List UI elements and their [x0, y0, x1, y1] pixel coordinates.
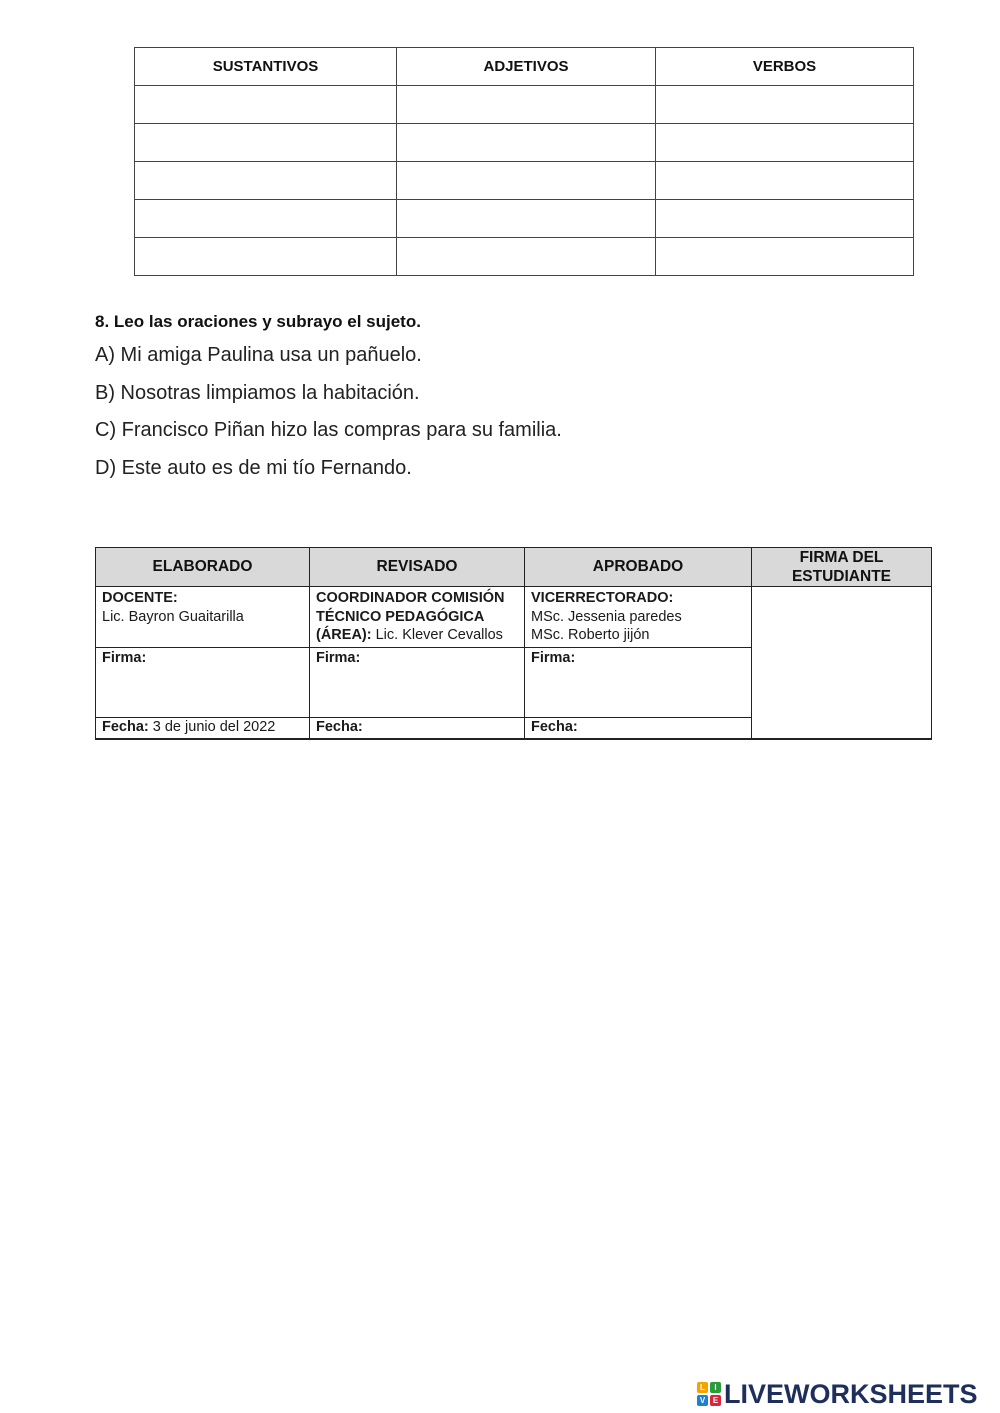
answer-cell[interactable] — [135, 238, 397, 276]
coordinador-name: Lic. Klever Cevallos — [371, 627, 503, 643]
docente-name: Lic. Bayron Guaitarilla — [102, 608, 244, 625]
aprobado-info-cell — [525, 587, 752, 648]
answer-cell[interactable] — [397, 200, 656, 238]
student-signature-cell[interactable] — [752, 587, 932, 739]
sentence-a[interactable]: A) Mi amiga Paulina usa un pañuelo. — [95, 344, 422, 366]
docente-label: DOCENTE: — [102, 590, 178, 606]
answer-cell[interactable] — [656, 124, 914, 162]
revisado-firma-cell[interactable] — [310, 647, 525, 717]
header-sustantivos: SUSTANTIVOS — [135, 48, 397, 86]
coordinador-label-3: (ÁREA): — [316, 627, 372, 643]
elaborado-info-cell — [96, 587, 310, 648]
table-row — [135, 200, 914, 238]
vicerrectorado-label: VICERRECTORADO: — [531, 590, 674, 606]
logo-mark-icon — [697, 1382, 721, 1406]
table-row — [135, 124, 914, 162]
answer-cell[interactable] — [135, 124, 397, 162]
vicerrectorado-name-1: MSc. Jessenia paredes — [531, 608, 682, 625]
table-row — [135, 238, 914, 276]
logo-square-l: L — [697, 1382, 708, 1393]
header-firma-line2: ESTUDIANTE — [791, 568, 892, 585]
exercise-section — [95, 312, 955, 491]
answer-cell[interactable] — [135, 200, 397, 238]
firma-label: Firma: — [316, 649, 361, 666]
header-elaborado: ELABORADO — [96, 548, 310, 587]
vicerrectorado-name-2: MSc. Roberto jijón — [531, 627, 650, 643]
header-adjetivos: ADJETIVOS — [397, 48, 656, 86]
answer-cell[interactable] — [656, 200, 914, 238]
sentence-d[interactable]: D) Este auto es de mi tío Fernando. — [95, 456, 412, 479]
coordinador-label-1: COORDINADOR COMISIÓN — [316, 590, 505, 606]
answer-cell[interactable] — [135, 162, 397, 200]
firma-label: Firma: — [531, 649, 576, 666]
approval-header-row — [96, 548, 932, 587]
answer-cell[interactable] — [656, 238, 914, 276]
approval-info-row — [96, 587, 932, 648]
aprobado-firma-cell[interactable] — [525, 647, 752, 717]
elaborado-firma-cell[interactable] — [96, 647, 310, 717]
fecha-label: Fecha: — [531, 718, 578, 735]
header-verbos: VERBOS — [656, 48, 914, 86]
answer-cell[interactable] — [656, 162, 914, 200]
table-row — [135, 86, 914, 124]
logo-square-i: I — [710, 1382, 721, 1393]
sentence-c[interactable]: C) Francisco Piñan hizo las compras para su familia. — [95, 419, 562, 441]
approval-table — [95, 547, 932, 740]
answer-cell[interactable] — [397, 124, 656, 162]
firma-label: Firma: — [102, 649, 147, 666]
fecha-label: Fecha: — [316, 718, 363, 735]
word-classification-table — [134, 47, 914, 276]
header-firma-line1: FIRMA DEL — [799, 549, 884, 566]
word-table-header-row — [135, 48, 914, 86]
fecha-label: Fecha: — [102, 718, 149, 735]
header-aprobado: APROBADO — [525, 548, 752, 587]
fecha-value: 3 de junio del 2022 — [148, 718, 276, 735]
answer-cell[interactable] — [135, 86, 397, 124]
aprobado-fecha-cell[interactable] — [525, 717, 752, 739]
table-row — [135, 162, 914, 200]
exercise-title: 8. Leo las oraciones y subrayo el sujeto. — [95, 312, 421, 331]
revisado-fecha-cell[interactable] — [310, 717, 525, 739]
header-firma-estudiante — [752, 548, 932, 587]
header-revisado: REVISADO — [310, 548, 525, 587]
sentence-b[interactable]: B) Nosotras limpiamos la habitación. — [95, 381, 420, 404]
logo-text: LIVEWORKSHEETS — [724, 1378, 978, 1409]
answer-cell[interactable] — [397, 86, 656, 124]
answer-cell[interactable] — [397, 162, 656, 200]
elaborado-fecha-cell — [96, 717, 310, 739]
answer-cell[interactable] — [397, 238, 656, 276]
logo-square-v: V — [697, 1395, 708, 1406]
coordinador-label-2: TÉCNICO PEDAGÓGICA — [316, 608, 485, 625]
revisado-info-cell — [310, 587, 525, 648]
answer-cell[interactable] — [656, 86, 914, 124]
liveworksheets-logo — [697, 1379, 978, 1409]
logo-square-e: E — [710, 1395, 721, 1406]
